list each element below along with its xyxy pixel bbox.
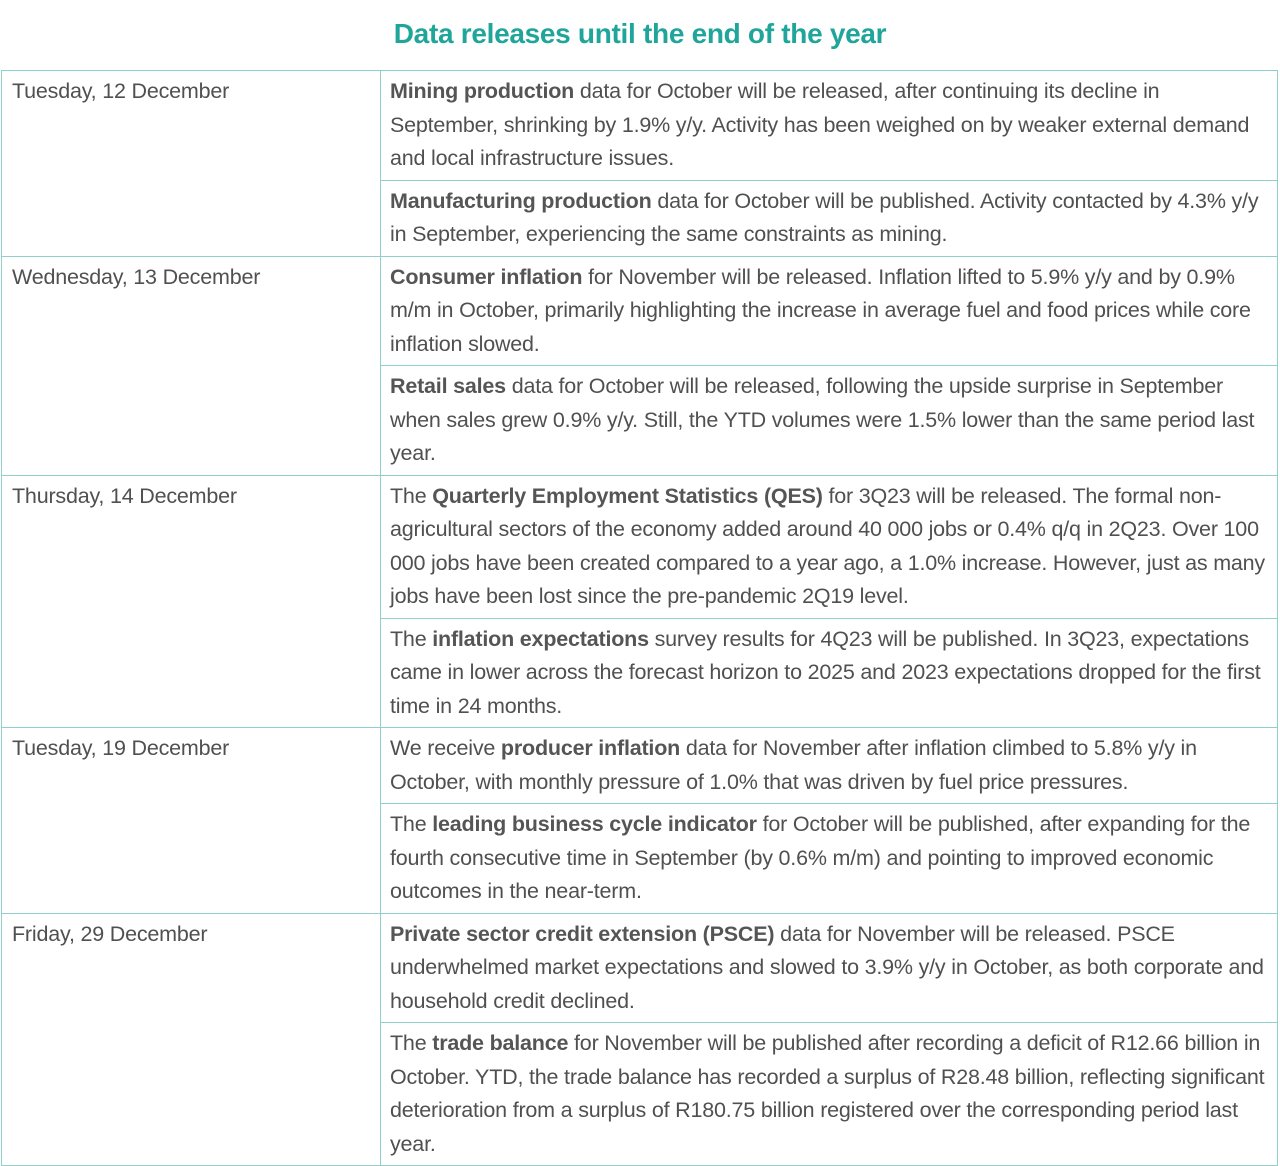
release-description: [381, 366, 1278, 476]
desc-text: data for November will be released. PSCE underwhelmed market expectations and slowed to 3.9% y/y in October, as both corporate and household credit declined.: [390, 921, 1264, 1013]
release-date: Tuesday, 19 December: [2, 728, 381, 914]
desc-prefix: The: [390, 626, 433, 651]
desc-prefix: We receive: [390, 736, 501, 760]
release-description: [381, 728, 1278, 804]
indicator-name: inflation expectations: [432, 626, 649, 651]
release-description: [381, 256, 1278, 366]
desc-text: data for October will be published. Activity contacted by 4.3% y/y in September, experiencing the same constraints as mining.: [390, 188, 1259, 246]
release-date: Tuesday, 12 December: [2, 71, 381, 257]
desc-prefix: The: [390, 1031, 433, 1055]
data-releases-table: [1, 70, 1278, 1166]
release-description: [381, 913, 1278, 1023]
desc-text: survey results for 4Q23 will be published. In 3Q23, expectations came in lower across the forecast horizon to 2025 and 2023 expectations dropped for the first time in 24 months.: [390, 626, 1261, 718]
desc-prefix: The: [390, 812, 433, 836]
indicator-name: trade balance: [432, 1031, 569, 1055]
desc-text: data for October will be released, following the upside surprise in September when sales grew 0.9% y/y. Still, the YTD volumes were 1.5% lower than the same period last year.: [390, 374, 1255, 465]
release-description: [381, 618, 1278, 728]
desc-text: for November will be published after recording a deficit of R12.66 billion in October. YTD, the trade balance has recorded a surplus of R28.48 billion, reflecting significant deterioration from a surplus of R180.75 billion registered over the corresponding period last year.: [390, 1031, 1265, 1156]
release-date: Wednesday, 13 December: [2, 256, 381, 475]
release-date: Friday, 29 December: [2, 913, 381, 1166]
desc-text: for October will be published, after expanding for the fourth consecutive time in September (by 0.6% m/m) and pointing to improved economic outcomes in the near-term.: [390, 812, 1251, 903]
indicator-name: Mining production: [390, 79, 575, 103]
indicator-name: leading business cycle indicator: [432, 812, 757, 836]
indicator-name: Private sector credit extension (PSCE): [390, 921, 775, 946]
release-description: [381, 475, 1278, 618]
desc-text: data for October will be released, after continuing its decline in September, shrinking by 1.9% y/y. Activity has been weighed on by weaker external demand and local infrastructure issues.: [390, 79, 1250, 170]
indicator-name: Manufacturing production: [390, 188, 652, 213]
indicator-name: Quarterly Employment Statistics (QES): [432, 483, 823, 508]
page-title: Data releases until the end of the year: [393, 18, 887, 49]
desc-text: for 3Q23 will be released. The formal non-agricultural sectors of the economy added around 40 000 jobs or 0.4% q/q in 2Q23. Over 100 000 jobs have been created compared to a year ago, a 1.0% increase. However, just as many jobs have been lost since the pre-pandemic 2Q19 level.: [390, 483, 1265, 608]
release-description: [381, 804, 1278, 914]
table-row: [2, 71, 1278, 181]
table-row: [2, 728, 1278, 804]
table-row: [2, 913, 1278, 1023]
indicator-name: producer inflation: [500, 736, 681, 760]
release-description: [381, 1023, 1278, 1166]
table-row: [2, 256, 1278, 366]
table-row: [2, 475, 1278, 618]
release-description: [381, 71, 1278, 181]
desc-prefix: The: [390, 483, 433, 508]
release-description: [381, 180, 1278, 256]
release-date: Thursday, 14 December: [2, 475, 381, 728]
desc-text: data for November after inflation climbed to 5.8% y/y in October, with monthly pressure of 1.0% that was driven by fuel price pressures.: [390, 736, 1197, 794]
indicator-name: Retail sales: [390, 374, 506, 398]
indicator-name: Consumer inflation: [390, 264, 583, 289]
desc-text: for November will be released. Inflation lifted to 5.9% y/y and by 0.9% m/m in October, primarily highlighting the increase in average fuel and food prices while core inflation slowed.: [390, 264, 1251, 356]
